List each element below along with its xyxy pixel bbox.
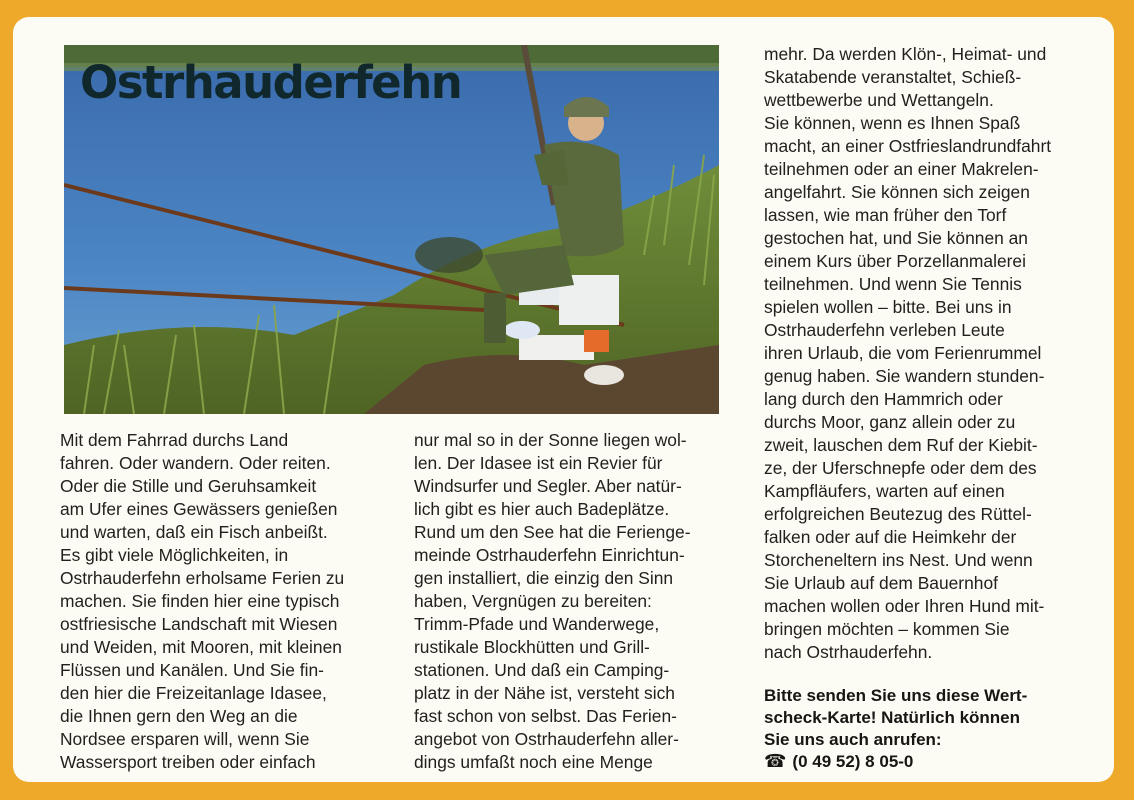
text-line: angebot von Ostrhauderfehn aller- <box>414 729 679 749</box>
text-line: lang durch den Hammrich oder <box>764 389 1003 409</box>
phone-row <box>764 751 1027 773</box>
text-line: am Ufer eines Gewässers genießen <box>60 499 338 519</box>
text-line: Flüssen und Kanälen. Und Sie fin- <box>60 660 324 680</box>
text-line: Ostrhauderfehn verleben Leute <box>764 320 1005 340</box>
text-line: Ostrhauderfehn erholsame Ferien zu <box>60 568 345 588</box>
text-line: platz in der Nähe ist, versteht sich <box>414 683 675 703</box>
text-line: Trimm-Pfade und Wanderwege, <box>414 614 660 634</box>
text-line: spielen wollen – bitte. Bei uns in <box>764 297 1012 317</box>
text-line: meinde Ostrhauderfehn Einrichtun- <box>414 545 685 565</box>
text-line: und warten, daß ein Fisch anbeißt. <box>60 522 328 542</box>
text-line: teilnehmen oder an einer Makrelen- <box>764 159 1039 179</box>
text-line: Kampfläufers, warten auf einen <box>764 481 1005 501</box>
text-line: den hier die Freizeitanlage Idasee, <box>60 683 327 703</box>
text-line: dings umfaßt noch eine Menge <box>414 752 653 772</box>
phone-number: (0 49 52) 8 05-0 <box>792 752 914 771</box>
text-column-2 <box>414 429 691 774</box>
text-line: und Weiden, mit Mooren, mit kleinen <box>60 637 342 657</box>
text-line: gestochen hat, und Sie können an <box>764 228 1028 248</box>
text-line: mehr. Da werden Klön-, Heimat- und <box>764 44 1047 64</box>
text-line: macht, an einer Ostfrieslandrundfahrt <box>764 136 1052 156</box>
text-line: Sie können, wenn es Ihnen Spaß <box>764 113 1021 133</box>
text-line: Windsurfer und Segler. Aber natür- <box>414 476 682 496</box>
text-line: lich gibt es hier auch Badeplätze. <box>414 499 670 519</box>
text-line: Nordsee ersparen will, wenn Sie <box>60 729 310 749</box>
text-line: angelfahrt. Sie können sich zeigen <box>764 182 1030 202</box>
text-line: ze, der Uferschnepfe oder dem des <box>764 458 1037 478</box>
text-line: genug haben. Sie wandern stunden- <box>764 366 1045 386</box>
text-line: durchs Moor, ganz allein oder zu <box>764 412 1016 432</box>
text-line: lassen, wie man früher den Torf <box>764 205 1007 225</box>
page-title: Ostrhauderfehn <box>80 56 462 109</box>
text-line: Wassersport treiben oder einfach <box>60 752 316 772</box>
text-line: fast schon von selbst. Das Ferien- <box>414 706 677 726</box>
text-line: Skatabende veranstaltet, Schieß- <box>764 67 1022 87</box>
text-line: Storcheneltern ins Nest. Und wenn <box>764 550 1033 570</box>
text-line: gen installiert, die einzig den Sinn <box>414 568 674 588</box>
text-line: fahren. Oder wandern. Oder reiten. <box>60 453 331 473</box>
text-line: ihren Urlaub, die vom Ferienrummel <box>764 343 1042 363</box>
text-line: rustikale Blockhütten und Grill- <box>414 637 650 657</box>
text-line: die Ihnen gern den Weg an die <box>60 706 298 726</box>
text-line: Sie Urlaub auf dem Bauernhof <box>764 573 998 593</box>
text-line: ostfriesische Landschaft mit Wiesen <box>60 614 338 634</box>
text-line: erfolgreichen Beutezug des Rüttel- <box>764 504 1032 524</box>
text-line: falken oder auf die Heimkehr der <box>764 527 1017 547</box>
call-to-action <box>764 685 1027 773</box>
text-line: wettbewerbe und Wettangeln. <box>764 90 994 110</box>
text-line: haben, Vergnügen zu bereiten: <box>414 591 652 611</box>
text-line: machen. Sie finden hier eine typisch <box>60 591 340 611</box>
text-line: teilnehmen. Und wenn Sie Tennis <box>764 274 1022 294</box>
text-line: Mit dem Fahrrad durchs Land <box>60 430 289 450</box>
text-line: stationen. Und daß ein Camping- <box>414 660 670 680</box>
text-line: einem Kurs über Porzellanmalerei <box>764 251 1026 271</box>
text-column-3 <box>764 43 1051 664</box>
text-line: bringen möchten – kommen Sie <box>764 619 1010 639</box>
text-line: zweit, lauschen dem Ruf der Kiebit- <box>764 435 1038 455</box>
text-line: len. Der Idasee ist ein Revier für <box>414 453 663 473</box>
cta-line: scheck-Karte! Natürlich können <box>764 708 1021 727</box>
text-line: Es gibt viele Möglichkeiten, in <box>60 545 289 565</box>
text-line: nur mal so in der Sonne liegen wol- <box>414 430 687 450</box>
text-column-1 <box>60 429 344 774</box>
cta-line: Sie uns auch anrufen: <box>764 730 942 749</box>
text-line: Rund um den See hat die Ferienge- <box>414 522 691 542</box>
text-line: machen wollen oder Ihren Hund mit- <box>764 596 1045 616</box>
cta-line: Bitte senden Sie uns diese Wert- <box>764 686 1028 705</box>
text-line: Oder die Stille und Geruhsamkeit <box>60 476 317 496</box>
telephone-icon: ☎ <box>764 751 787 772</box>
text-line: nach Ostrhauderfehn. <box>764 642 933 662</box>
